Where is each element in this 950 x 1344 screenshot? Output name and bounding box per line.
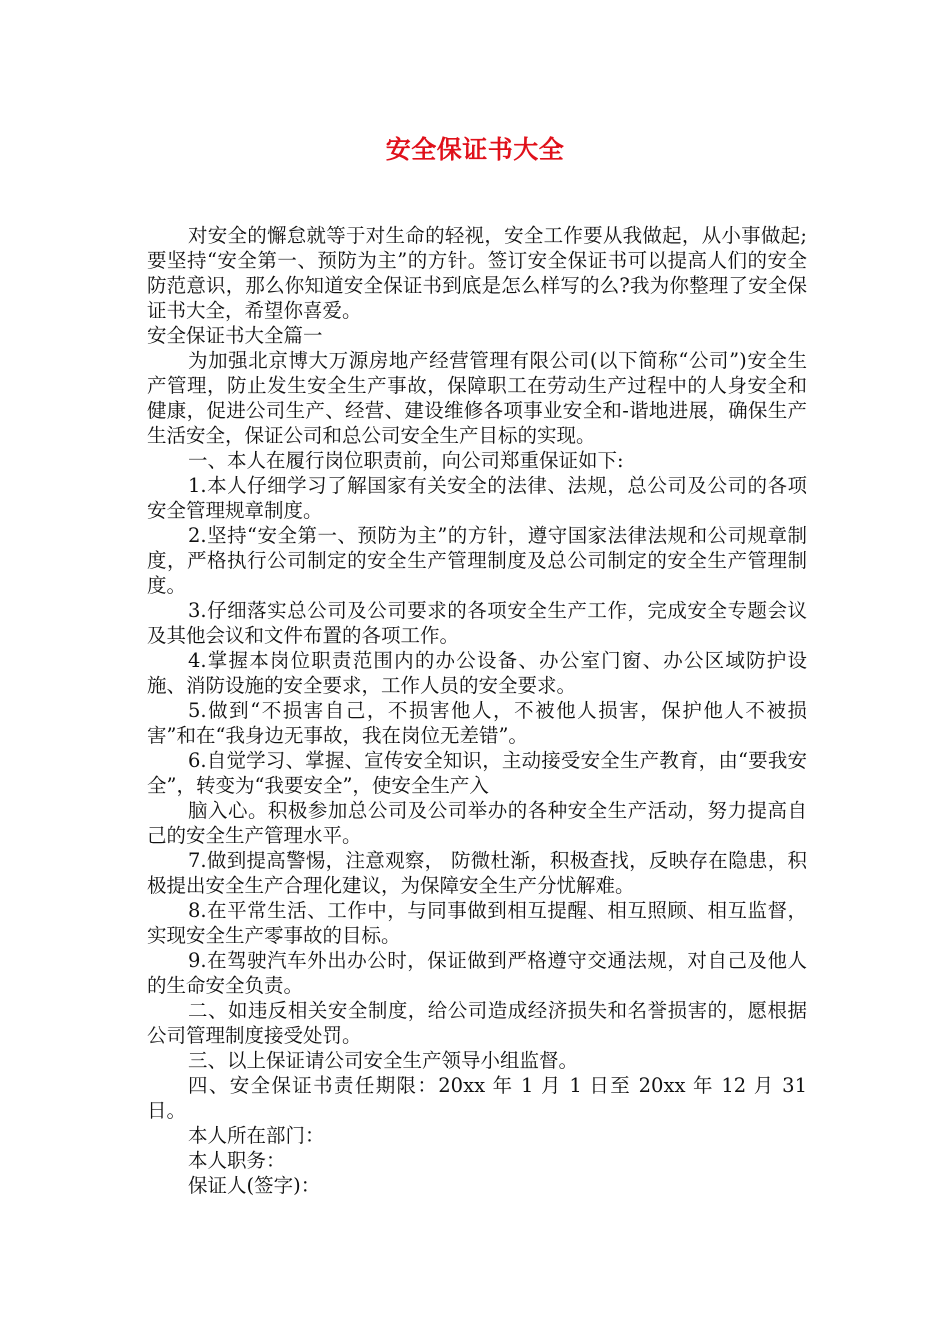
document-body [147, 223, 807, 1198]
position-field: 本人职务： [188, 1149, 286, 1172]
clause-item-1: 1.本人仔细学习了解国家有关安全的法律、法规，总公司及公司的各项安全管理规章制度。 [147, 474, 807, 522]
section-heading: 安全保证书大全篇一 [147, 324, 323, 347]
clause-item-6-continued: 脑入心。积极参加总公司及公司举办的各种安全生产活动，努力提高自己的安全生产管理水平。 [147, 799, 807, 847]
clause-heading-3: 三、以上保证请公司安全生产领导小组监督。 [188, 1049, 579, 1072]
clause-item-2: 2.坚持“安全第一、预防为主”的方针，遵守国家法律法规和公司规章制度，严格执行公司制定的安全生产管理制度及总公司制定的安全生产管理制度。 [147, 524, 807, 597]
intro-paragraph: 对安全的懈怠就等于对生命的轻视，安全工作要从我做起，从小事做起;要坚持“安全第一、预防为主”的方针。签订安全保证书可以提高人们的安全防范意识，那么你知道安全保证书到底是怎么样写的么?我为你整理了安全保证书大全，希望你喜爱。 [147, 224, 807, 322]
clause-heading-2: 二、如违反相关安全制度，给公司造成经济损失和名誉损害的，愿根据公司管理制度接受处罚。 [147, 999, 807, 1047]
clause-heading-4: 四、安全保证书责任期限：20xx 年 1 月 1 日至 20xx 年 12 月 31 日。 [147, 1074, 807, 1122]
clause-item-8: 8.在平常生活、工作中，与同事做到相互提醒、相互照顾、相互监督，实现安全生产零事故的目标。 [147, 899, 807, 947]
document-title: 安全保证书大全 [385, 135, 565, 164]
clause-item-3: 3.仔细落实总公司及公司要求的各项安全生产工作，完成安全专题会议及其他会议和文件布置的各项工作。 [147, 599, 807, 647]
clause-item-4: 4.掌握本岗位职责范围内的办公设备、办公室门窗、办公区域防护设施、消防设施的安全要求，工作人员的安全要求。 [147, 649, 807, 697]
department-field: 本人所在部门： [188, 1124, 325, 1147]
clause-item-7: 7.做到提高警惕，注意观察， 防微杜渐，积极查找，反映存在隐患，积极提出安全生产合理化建议，为保障安全生产分忧解难。 [147, 849, 807, 897]
clause-item-9: 9.在驾驶汽车外出办公时，保证做到严格遵守交通法规，对自己及他人的生命安全负责。 [147, 949, 807, 997]
purpose-paragraph: 为加强北京博大万源房地产经营管理有限公司(以下简称“公司”)安全生产管理，防止发生安全生产事故，保障职工在劳动生产过程中的人身安全和健康，促进公司生产、经营、建设维修各项事业安全和-谐地进展，确保生产生活安全，保证公司和总公司安全生产目标的实现。 [147, 349, 807, 447]
clause-item-6: 6.自觉学习、掌握、宣传安全知识，主动接受安全生产教育，由“要我安全”，转变为“我要安全”，使安全生产入 [147, 749, 807, 797]
signature-field: 保证人(签字)： [188, 1174, 321, 1197]
clause-item-5: 5.做到“不损害自己，不损害他人，不被他人损害，保护他人不被损害”和在“我身边无事故，我在岗位无差错”。 [147, 699, 807, 747]
clause-heading-1: 一、本人在履行岗位职责前，向公司郑重保证如下: [188, 449, 624, 472]
